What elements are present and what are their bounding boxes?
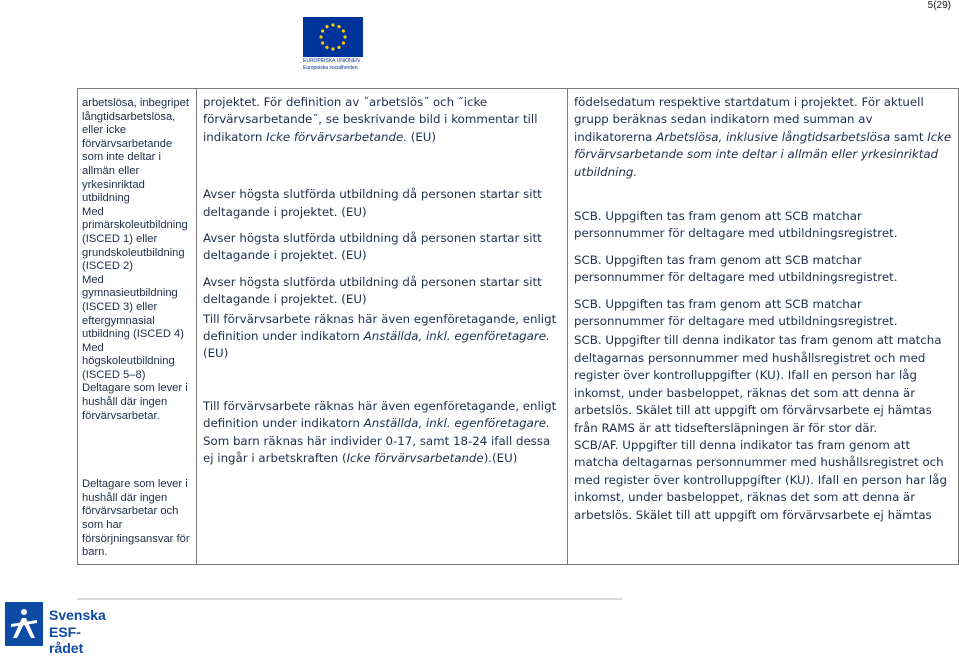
indicator-jobless-household: Deltagare som lever i hushåll där ingen förvärvsarbetar. — [82, 382, 188, 422]
indicator-unemployed: arbetslösa, inbegripet långtidsarbetslösa, eller icke förvärvsarbetande som inte deltar i allmän eller yrkesinriktad utbildning — [82, 97, 189, 205]
indicator-isced-3-4: Med gymnasieutbildning (ISCED 3) eller eftergymnasial utbildning (ISCED 4) — [82, 273, 184, 341]
esf-emblem-icon — [5, 602, 43, 646]
source-isced-3-4: SCB. Uppgiften tas fram genom att SCB matchar personnummer för deltagare med utbildningsregistret. — [574, 252, 898, 285]
source-unemployed: födelsedatum respektive startdatum i projektet. För aktuell grupp beräknas sedan indikatorn med summan av indikatorerna Arbetslösa, inklusive långtidsarbetslösa samt Icke förvärvsarbetande som inte deltar i allmän eller yrkesinriktad utbildning. — [574, 95, 952, 179]
esf-logo-line1: Svenska — [49, 607, 106, 623]
eu-logo-line2: Europeiska socialfonden — [303, 65, 358, 71]
indicator-isced-5-8: Med högskoleutbildning (ISCED 5–8) — [82, 341, 175, 381]
esf-logo — [2, 600, 112, 656]
indicator-table — [77, 88, 959, 565]
definition-column — [197, 89, 568, 565]
source-isced-1-2: SCB. Uppgiften tas fram genom att SCB matchar personnummer för deltagare med utbildningsregistret. — [574, 209, 898, 241]
page-number: 5(29) — [927, 0, 951, 11]
source-jobless-household-children: SCB/AF. Uppgifter till denna indikator tas fram genom att matcha deltagarnas personnummer med hushållsregistret och med register över kontrolluppgifter (KU). Ifall en person har låg inkomst, under basbeloppet, räknas det som att denna är arbetslös. Skälet till att uppgift om förvärvsarbete ej hämtas — [574, 437, 947, 522]
divider — [77, 598, 622, 600]
definition-unemployed: projektet. För definition av ˝arbetslös˝ och ˝icke förvärvsarbetande˝, se beskrivande bild i kommentar till indikatorn Icke förvärvsarbetande. (EU) — [203, 95, 538, 144]
definition-isced-3-4: Avser högsta slutförda utbildning då personen startar sitt deltagande i projektet. (EU) — [203, 231, 542, 263]
eu-flag-icon — [303, 17, 363, 57]
source-column — [568, 89, 959, 565]
eu-logo — [303, 17, 363, 77]
indicator-isced-1-2: Med primärskoleutbildning (ISCED 1) eller grundskoleutbildning (ISCED 2) — [82, 205, 188, 273]
indicator-jobless-household-children: Deltagare som lever i hushåll där ingen förvärvsarbetar och som har försörjningsansvar för barn. — [82, 478, 190, 559]
definition-isced-5-8: Avser högsta slutförda utbildning då personen startar sitt deltagande i projektet. (EU) — [203, 274, 542, 307]
definition-jobless-household-children: Till förvärvsarbete räknas här även egenföretagande, enligt definition under indikatorn Anställda, inkl. egenföretagare. Som barn räknas här individer 0-17, samt 18-24 ifall dessa ej ingår i arbetskraften (Icke förvärvsarbetande).(EU) — [203, 398, 557, 466]
definition-isced-1-2: Avser högsta slutförda utbildning då personen startar sitt deltagande i projektet. (EU) — [203, 187, 542, 219]
source-isced-5-8: SCB. Uppgiften tas fram genom att SCB matchar personnummer för deltagare med utbildningsregistret. — [574, 296, 898, 329]
esf-logo-line2: ESF-rådet — [49, 624, 84, 656]
indicator-column — [78, 89, 197, 565]
source-jobless-household: SCB. Uppgifter till denna indikator tas fram genom att matcha deltagarnas personnummer med hushållsregistret och med register över kontrolluppgifter (KU). Ifall en person har låg inkomst, under basbeloppet, räknas det som att denna är arbetslös. Skälet till att uppgift om förvärvsarbete ej hämtas från RAMS är att tidseftersläpningen är för stor där. — [574, 333, 942, 435]
definition-jobless-household: Till förvärvsarbete räknas här även egenföretagande, enligt definition under indikatorn Anställda, inkl. egenföretagare. (EU) — [203, 311, 557, 361]
eu-logo-line1: EUROPEISKA UNIONEN — [303, 58, 360, 64]
